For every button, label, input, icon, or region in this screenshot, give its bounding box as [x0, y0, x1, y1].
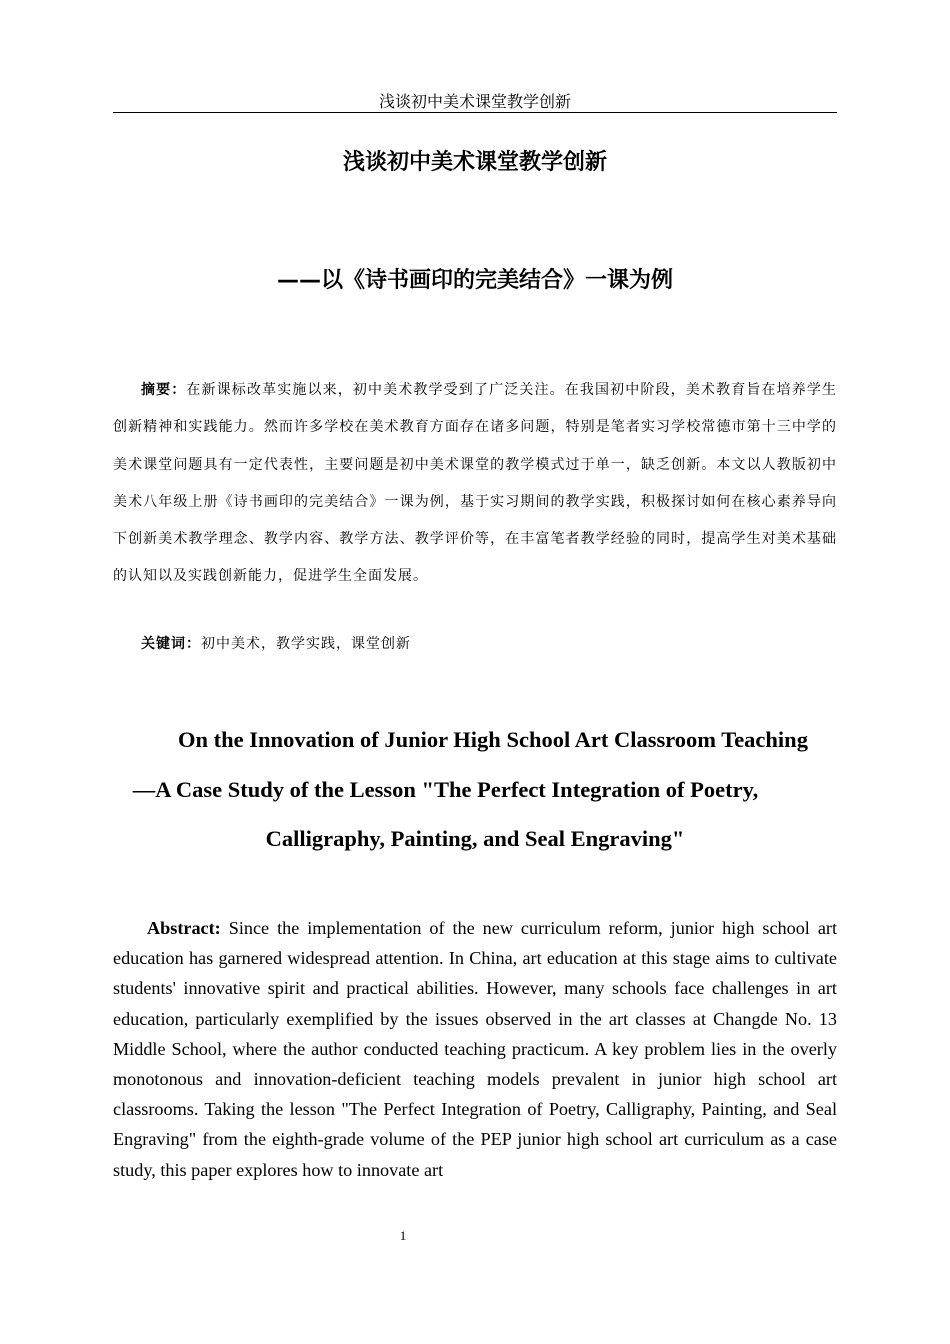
- chinese-keywords-label: 关键词：: [141, 636, 201, 652]
- running-header: 浅谈初中美术课堂教学创新: [378, 92, 571, 111]
- page-number: 1: [399, 1228, 407, 1243]
- english-title-line-1: On the Innovation of Junior High School Art Classroom Teaching: [178, 727, 808, 752]
- chinese-keywords-text: 初中美术，教学实践，课堂创新: [201, 636, 411, 652]
- header-divider: [113, 112, 837, 113]
- english-abstract-label: Abstract:: [147, 918, 221, 938]
- english-abstract-text: Since the implementation of the new curriculum reform, junior high school art education has garnered widespread attention. In China, art education at this stage aims to cultivate students' innovative spirit and practical abilities. However, many schools face challenges in art education, particularly exemplified by the issues observed in the art classes at Changde No. 13 Middle School, where the author conducted teaching practicum. A key problem lies in the overly monotonous and innovation-deficient teaching models prevalent in junior high school art classrooms. Taking the lesson "The Perfect Integration of Poetry, Calligraphy, Painting, and Seal Engraving" from the eighth-grade volume of the PEP junior high school art curriculum as a case study, this paper explores how to innovate art: [113, 918, 837, 1180]
- chinese-subtitle: ——以《诗书画印的完美结合》一课为例: [276, 268, 673, 293]
- chinese-abstract: [113, 372, 837, 596]
- chinese-abstract-text: 在新课标改革实施以来，初中美术教学受到了广泛关注。在我国初中阶段，美术教育旨在培养学生创新精神和实践能力。然而许多学校在美术教育方面存在诸多问题，特别是笔者实习学校常德市第十三中学的美术课堂问题具有一定代表性，主要问题是初中美术课堂的教学模式过于单一，缺乏创新。本文以人教版初中美术八年级上册《诗书画印的完美结合》一课为例，基于实习期间的教学实践，积极探讨如何在核心素养导向下创新美术教学理念、教学内容、教学方法、教学评价等，在丰富笔者教学经验的同时，提高学生对美术基础的认知以及实践创新能力，促进学生全面发展。: [113, 382, 838, 585]
- english-title-line-3: Calligraphy, Painting, and Seal Engraving": [265, 826, 685, 851]
- chinese-keywords: [113, 630, 837, 658]
- english-title-line-2: —A Case Study of the Lesson "The Perfect Integration of Poetry,: [132, 777, 759, 802]
- chinese-title: 浅谈初中美术课堂教学创新: [342, 150, 607, 175]
- chinese-abstract-label: 摘要：: [141, 382, 187, 398]
- english-abstract: [113, 913, 837, 1185]
